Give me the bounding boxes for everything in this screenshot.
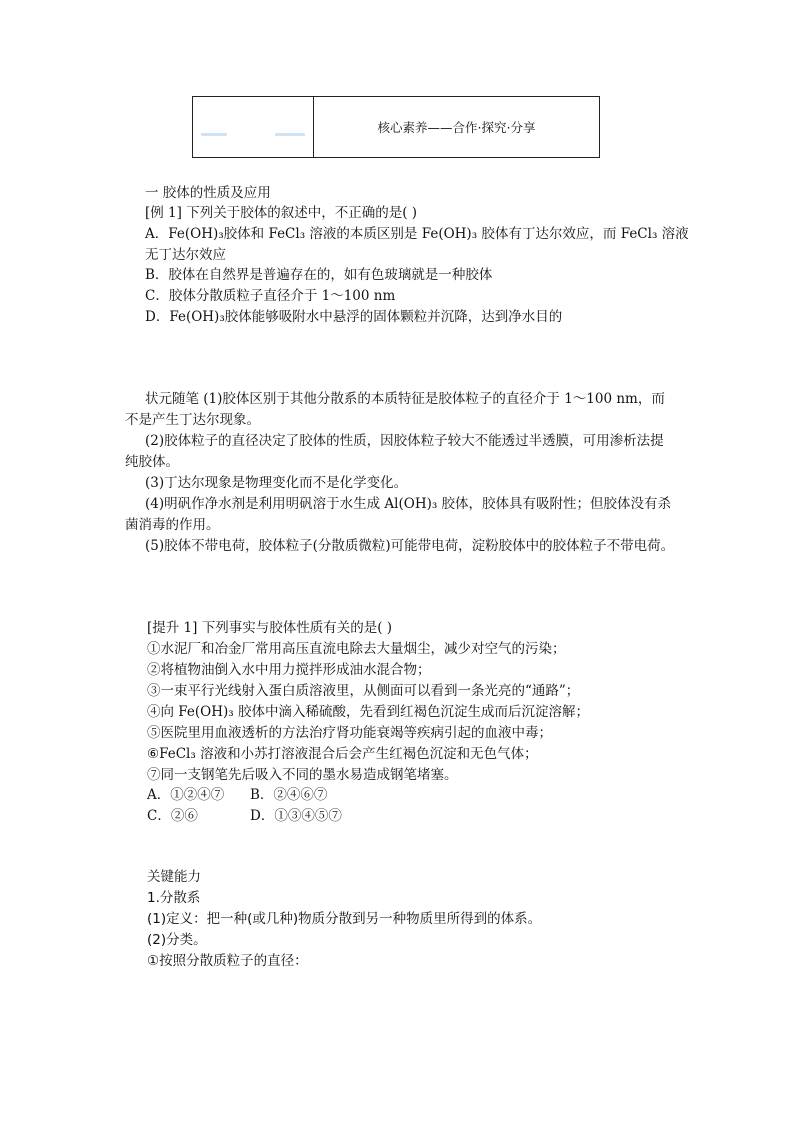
key-topic-1: 1.分散系 — [147, 890, 201, 906]
practice-option-c: C．②⑥ — [147, 808, 198, 824]
key-classification: (2)分类。 — [147, 932, 207, 948]
practice-option-d: D．①③④⑤⑦ — [250, 808, 342, 824]
header-table — [192, 96, 600, 158]
option-b: B．胶体在自然界是普遍存在的，如有色玻璃就是一种胶体 — [145, 267, 493, 283]
practice-item-4: ④向 Fe(OH)₃ 胶体中滴入稀硫酸，先看到红褐色沉淀生成而后沉淀溶解； — [147, 704, 589, 720]
key-by-diameter: ①按照分散质粒子的直径： — [147, 953, 308, 969]
practice-item-1: ①水泥厂和冶金厂常用高压直流电除去大量烟尘，减少对空气的污染； — [147, 641, 566, 657]
header-logo-cell — [193, 97, 314, 157]
example-question: [例 1] 下列关于胶体的叙述中，不正确的是( ) — [145, 205, 418, 221]
note-5: (5)胶体不带电荷，胶体粒子(分散质微粒)可能带电荷，淀粉胶体中的胶体粒子不带电荷。 — [145, 538, 675, 554]
logo-image-2 — [275, 133, 305, 136]
note-2-line2: 纯胶体。 — [125, 454, 179, 470]
practice-item-2: ②将植物油倒入水中用力搅拌形成油水混合物； — [147, 662, 431, 678]
key-ability-heading: 关键能力 — [147, 869, 201, 885]
practice-item-5: ⑤医院里用血液透析的方法治疗肾功能衰竭等疾病引起的血液中毒； — [147, 725, 552, 741]
practice-option-b: B．②④⑥⑦ — [250, 787, 328, 803]
note-1-line2: 不是产生丁达尔现象。 — [125, 412, 260, 428]
practice-question: [提升 1] 下列事实与胶体性质有关的是( ) — [147, 620, 393, 636]
option-a-line2: 无丁达尔效应 — [145, 247, 226, 263]
logo-image — [201, 133, 227, 136]
note-4-line2: 菌消毒的作用。 — [125, 517, 220, 533]
header-title: 核心素养——合作·探究·分享 — [377, 120, 536, 135]
option-d: D．Fe(OH)₃胶体能够吸附水中悬浮的固体颗粒并沉降，达到净水目的 — [145, 309, 563, 325]
practice-option-a: A．①②④⑦ — [147, 787, 225, 803]
option-a-line1: A．Fe(OH)₃胶体和 FeCl₃ 溶液的本质区别是 Fe(OH)₃ 胶体有丁达尔效应，而 FeCl₃ 溶液 — [145, 226, 689, 242]
practice-item-6: ⑥FeCl₃ 溶液和小苏打溶液混合后会产生红褐色沉淀和无色气体； — [147, 746, 538, 762]
section-heading: 一 胶体的性质及应用 — [145, 185, 271, 201]
practice-item-3: ③一束平行光线射入蛋白质溶液里，从侧面可以看到一条光亮的“通路”； — [147, 683, 580, 699]
option-c: C．胶体分散质粒子直径介于 1～100 nm — [145, 288, 396, 304]
note-1-line1: 状元随笔 (1)胶体区别于其他分散系的本质特征是胶体粒子的直径介于 1～100 nm，而 — [145, 391, 665, 407]
note-2-line1: (2)胶体粒子的直径决定了胶体的性质，因胶体粒子较大不能透过半透膜，可用渗析法提 — [145, 433, 664, 449]
practice-item-7: ⑦同一支钢笔先后吸入不同的墨水易造成钢笔堵塞。 — [147, 767, 458, 783]
key-definition: (1)定义：把一种(或几种)物质分散到另一种物质里所得到的体系。 — [147, 911, 542, 927]
note-3: (3)丁达尔现象是物理变化而不是化学变化。 — [145, 475, 408, 491]
note-4-line1: (4)明矾作净水剂是利用明矾溶于水生成 Al(OH)₃ 胶体，胶体具有吸附性；但胶体没有杀 — [145, 496, 672, 512]
